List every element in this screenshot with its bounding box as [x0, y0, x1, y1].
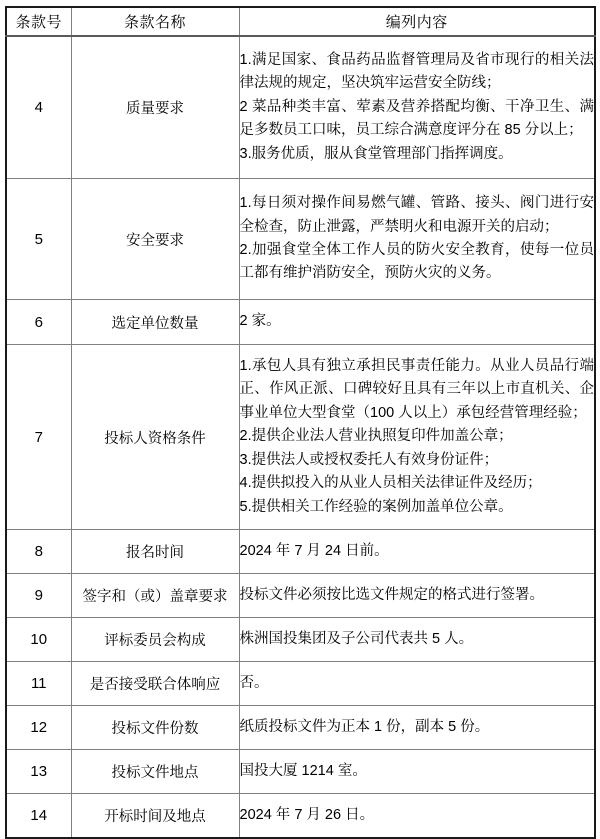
content-line: 1.满足国家、食品药品监督管理局及省市现行的相关法律法规的规定，坚决筑牢运营安全防线； [239, 51, 594, 92]
cell-clause-name: 投标人资格条件 [71, 345, 239, 530]
cell-clause-content [239, 794, 595, 839]
cell-clause-no: 8 [6, 530, 71, 574]
content-line: 2024 年 7 月 24 日前。 [239, 542, 389, 559]
cell-clause-name: 投标文件份数 [71, 706, 239, 750]
cell-clause-content [239, 300, 595, 345]
cell-clause-no: 9 [6, 574, 71, 618]
cell-clause-name: 报名时间 [71, 530, 239, 574]
table-row [6, 179, 595, 300]
cell-clause-no: 14 [6, 794, 71, 839]
content-line: 株洲国投集团及子公司代表共 5 人。 [239, 630, 474, 647]
content-line: 国投大厦 1214 室。 [239, 762, 367, 779]
cell-clause-name: 选定单位数量 [71, 300, 239, 345]
table-row [6, 530, 595, 574]
cell-clause-no: 12 [6, 706, 71, 750]
content-line: 3.服务优质，服从食堂管理部门指挥调度。 [239, 145, 513, 162]
content-line: 3.提供法人或授权委托人有效身份证件； [239, 451, 499, 468]
cell-clause-content [239, 574, 595, 618]
cell-clause-name: 质量要求 [71, 36, 239, 179]
table-header-row [6, 7, 595, 36]
content-line: 2024 年 7 月 26 日。 [239, 806, 375, 823]
column-header-clause-content: 编列内容 [239, 7, 595, 36]
content-line: 投标文件必须按比选文件规定的格式进行签署。 [239, 586, 544, 603]
cell-clause-name: 签字和（或）盖章要求 [71, 574, 239, 618]
cell-clause-no: 7 [6, 345, 71, 530]
cell-clause-name: 开标时间及地点 [71, 794, 239, 839]
table-row [6, 36, 595, 179]
cell-clause-name: 是否接受联合体响应 [71, 662, 239, 706]
cell-clause-content [239, 662, 595, 706]
content-line: 5.提供相关工作经验的案例加盖单位公章。 [239, 498, 513, 515]
content-line: 2 家。 [239, 313, 281, 330]
content-line: 2.加强食堂全体工作人员的防火安全教育，使每一位员工都有维护消防安全，预防火灾的义务。 [239, 242, 594, 282]
table-row [6, 706, 595, 750]
cell-clause-content [239, 706, 595, 750]
cell-clause-content [239, 530, 595, 574]
table-row [6, 345, 595, 530]
content-line: 否。 [239, 674, 269, 691]
cell-clause-no: 5 [6, 179, 71, 300]
table-row [6, 574, 595, 618]
content-line: 1.每日须对操作间易燃气罐、管路、接头、阀门进行安全检查，防止泄露，严禁明火和电源开关的启动； [239, 195, 594, 235]
cell-clause-no: 6 [6, 300, 71, 345]
cell-clause-name: 投标文件地点 [71, 750, 239, 794]
cell-clause-no: 13 [6, 750, 71, 794]
content-line: 2.提供企业法人营业执照复印件加盖公章； [239, 428, 513, 445]
table-row [6, 794, 595, 839]
table-row [6, 750, 595, 794]
cell-clause-content [239, 345, 595, 530]
content-line: 2 菜品种类丰富、荤素及营养搭配均衡、干净卫生、满足多数员工口味，员工综合满意度评分在 85 分以上； [239, 98, 594, 139]
cell-clause-content [239, 618, 595, 662]
cell-clause-no: 11 [6, 662, 71, 706]
cell-clause-name: 安全要求 [71, 179, 239, 300]
cell-clause-content [239, 750, 595, 794]
column-header-clause-name: 条款名称 [71, 7, 239, 36]
cell-clause-content [239, 179, 595, 300]
content-line: 纸质投标文件为正本 1 份，副本 5 份。 [239, 718, 490, 735]
table-body [6, 36, 595, 838]
content-line: 1.承包人具有独立承担民事责任能力。从业人员品行端正、作风正派、口碑较好且具有三年以上市直机关、企事业单位大型食堂（100 人以上）承包经营管理经验； [239, 357, 594, 421]
table-row [6, 618, 595, 662]
table-row [6, 662, 595, 706]
cell-clause-no: 4 [6, 36, 71, 179]
column-header-clause-no: 条款号 [6, 7, 71, 36]
cell-clause-no: 10 [6, 618, 71, 662]
clause-table [5, 6, 596, 839]
table-row [6, 300, 595, 345]
cell-clause-name: 评标委员会构成 [71, 618, 239, 662]
content-line: 4.提供拟投入的从业人员相关法律证件及经历； [239, 475, 542, 492]
cell-clause-content [239, 36, 595, 179]
